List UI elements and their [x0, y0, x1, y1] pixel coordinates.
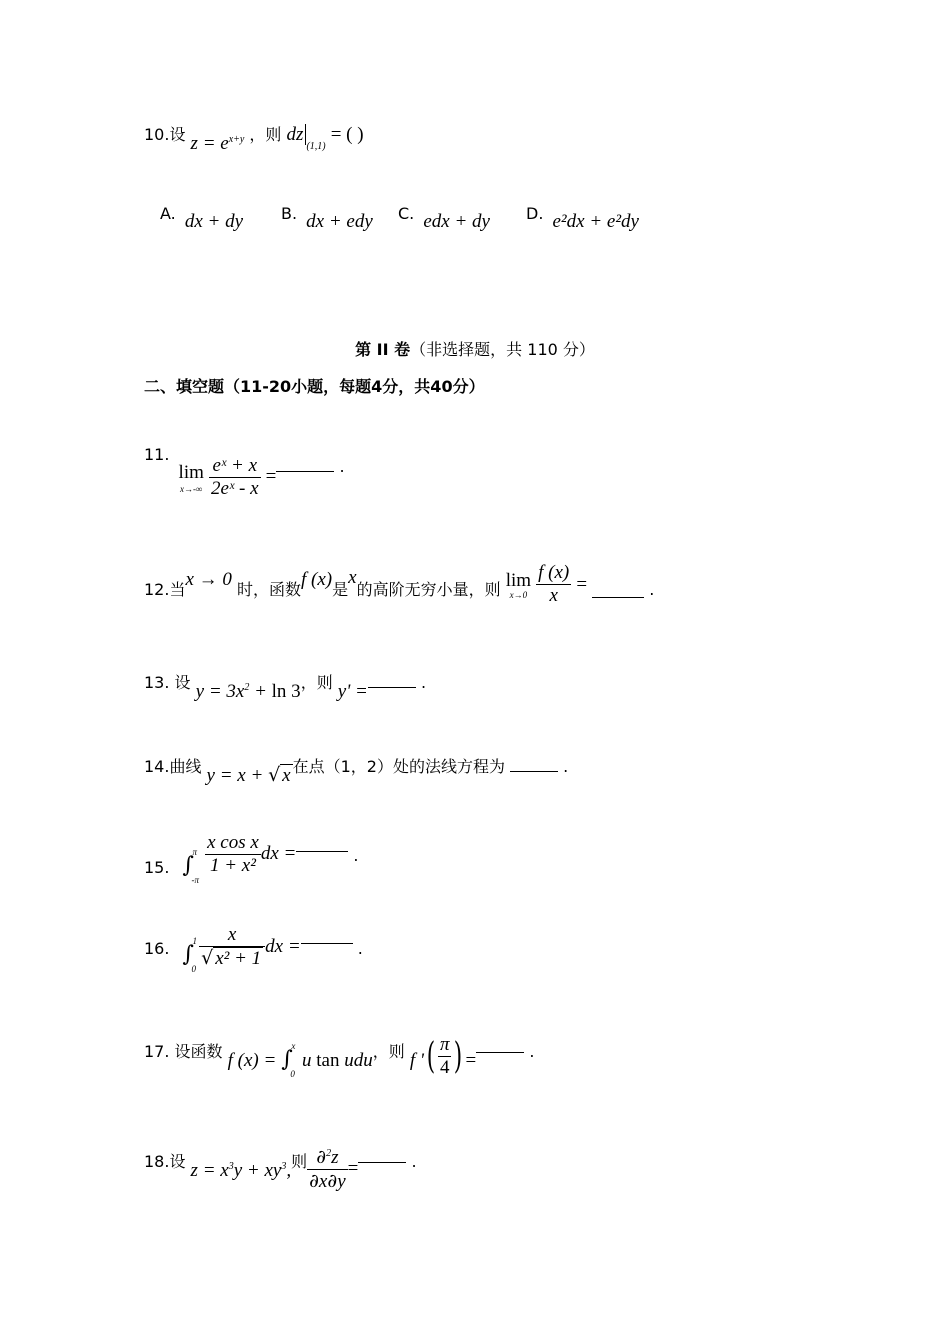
q11-answer-blank[interactable]	[276, 470, 334, 472]
q18-end: .	[411, 1152, 417, 1171]
integral-icon: ∫ 1 0	[182, 935, 198, 974]
q14-end: .	[563, 757, 569, 776]
q12-equals: =	[576, 574, 588, 595]
right-paren-icon: )	[454, 1036, 463, 1077]
left-paren-icon: (	[426, 1036, 436, 1077]
q17-fraction: $\frac{\pi}{4}$	[439, 1034, 450, 1078]
q16-line	[144, 920, 363, 974]
q17-integrand: u tan udu	[301, 1050, 373, 1071]
q16-fraction: $\frac{x}{\text{√ x² + 1}}$	[199, 924, 265, 970]
q10-at: (1,1)	[306, 141, 326, 152]
q18-answer-blank[interactable]	[358, 1161, 406, 1163]
q12-cond: x → 0	[185, 569, 232, 590]
q11-line	[144, 443, 345, 499]
q13-sep: ，则	[300, 673, 333, 692]
q12-fx: f (x)	[301, 569, 333, 590]
q13-expr: $y = 3x^2 + \ln 3$	[195, 681, 301, 702]
q14-text: 在点（1，2）处的法线方程为	[292, 757, 505, 776]
q11-equals: =	[265, 466, 277, 487]
q13-end: .	[420, 673, 427, 692]
option-text: dx + dy	[184, 211, 244, 232]
integral-icon: ∫ x 0	[281, 1041, 296, 1079]
option-letter: D.	[526, 204, 544, 223]
q17-end: .	[529, 1042, 535, 1061]
q10-z: $z = e^{x+y}$	[190, 133, 245, 154]
q10-equals-paren: = ( )	[330, 124, 364, 145]
q12-x: x	[348, 567, 357, 588]
q12-line	[144, 562, 654, 607]
q17-label: 17. 设函数	[144, 1042, 223, 1061]
q12-t3: 的高阶无穷小量，则	[356, 580, 501, 599]
q13-yprime: y' =	[337, 681, 368, 702]
option-letter: C.	[398, 204, 415, 223]
q18-fraction: $\frac{\partial^2z}{\partial x\partial y}$	[309, 1146, 346, 1192]
q14-line	[144, 754, 569, 786]
q15-fraction: $\frac{\text{x cos x}}{\text{1 + x²}}$	[207, 832, 259, 876]
q15-line	[144, 832, 359, 885]
q12-end: .	[649, 580, 655, 599]
q12-fraction: $\frac{f (x)}{x}$	[538, 562, 570, 606]
q12-t2: 是	[332, 580, 349, 599]
q11-label: 11.	[144, 445, 170, 464]
q15-dx: dx =	[260, 843, 297, 864]
q15-answer-blank[interactable]	[296, 850, 348, 852]
option-letter: B.	[281, 204, 298, 223]
q18-line	[144, 1134, 417, 1192]
q18-equals: =	[347, 1158, 359, 1179]
q11-limit: lim x→-∞	[178, 461, 204, 494]
q13-label: 13. 设	[144, 673, 191, 692]
q16-label: 16.	[144, 938, 170, 958]
q17-line	[144, 1026, 535, 1079]
q15-label: 15.	[144, 858, 170, 877]
option-text: edx + dy	[423, 211, 490, 232]
volume-note: （非选择题，共 110 分）	[410, 340, 595, 359]
part-title: 二、填空题（11-20小题，每题4分，共40分）	[144, 377, 485, 396]
volume-title: 第 II 卷	[355, 340, 411, 359]
q12-label: 12.当	[144, 580, 186, 599]
integral-icon: ∫ π -π	[182, 847, 200, 885]
q12-limit: lim x→0	[505, 570, 532, 600]
q16-answer-blank[interactable]	[301, 942, 353, 944]
q17-answer-blank[interactable]	[476, 1051, 524, 1053]
q13-answer-blank[interactable]	[368, 686, 416, 688]
option-text: dx + edy	[306, 211, 373, 232]
q10-option-b	[281, 203, 373, 232]
q18-sep: 则	[291, 1152, 308, 1171]
q11-fraction: $\frac{\text{eˣ + x}}{\text{2eˣ - x}}$	[210, 455, 259, 499]
q12-answer-blank[interactable]	[592, 596, 644, 598]
q10-line	[144, 122, 364, 154]
q10-sep: ，则	[249, 125, 282, 144]
q10-dz: dz	[287, 124, 307, 145]
q14-label: 14.曲线	[144, 757, 202, 776]
q17-fprime: f '	[409, 1050, 424, 1071]
q16-dx: dx =	[265, 935, 301, 957]
option-letter: A.	[160, 204, 176, 223]
q15-end: .	[353, 846, 359, 865]
q12-t1: 时，函数	[236, 580, 301, 599]
q13-line	[144, 670, 427, 702]
q14-answer-blank[interactable]	[510, 770, 558, 772]
volume-heading	[0, 337, 950, 360]
q14-expr: y = x + √ x	[206, 764, 291, 786]
q17-fx: f (x) =	[227, 1050, 277, 1071]
q10-option-d	[526, 203, 639, 232]
q10-option-a	[160, 203, 244, 232]
option-text: e²dx + e²dy	[552, 211, 639, 232]
q11-end: .	[339, 457, 345, 476]
q18-expr: $z = x^3y + xy^3$,	[190, 1160, 292, 1181]
q10-option-c	[398, 203, 490, 232]
q18-label: 18.设	[144, 1152, 186, 1171]
q16-end: .	[357, 938, 363, 958]
q17-equals: =	[465, 1050, 477, 1071]
q17-sep: ，则	[372, 1042, 405, 1061]
q10-label: 10.设	[144, 125, 186, 144]
